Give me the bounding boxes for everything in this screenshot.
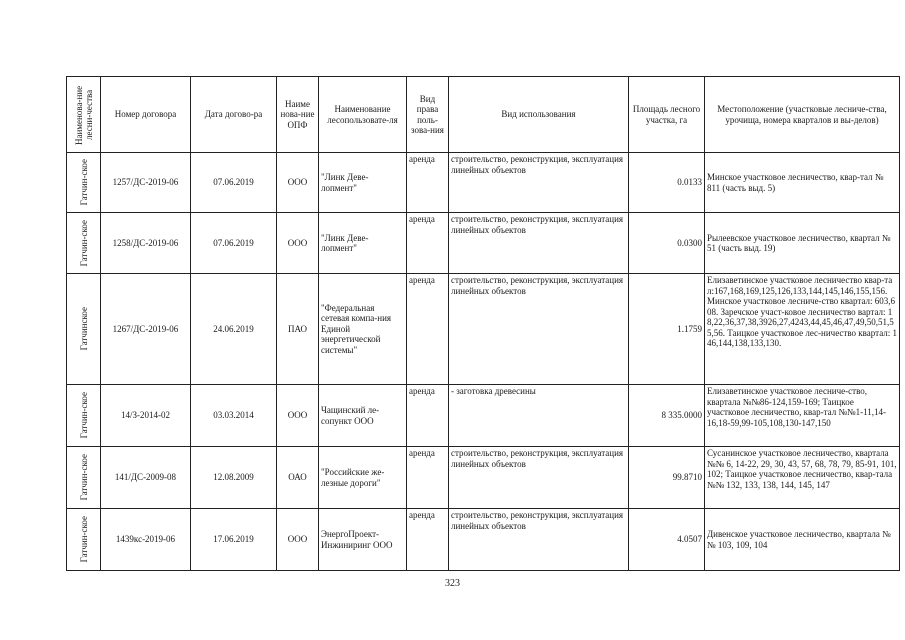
area-cell: 1.1759 [629,274,705,385]
forest-user-cell: Чащинский ле-сопункт ООО [319,385,407,447]
location-cell: Минское участковое лесничество, квар-тал № 811 (часть выд. 5) [705,153,900,213]
table-row [67,509,900,571]
header-forest-user: Наименование лесопользовате-ля [319,77,407,153]
opf-cell: ОАО [277,447,319,509]
contract-number-cell: 1439кс-2019-06 [101,509,191,571]
contract-date-cell: 24.06.2019 [191,274,277,385]
contract-number-cell: 1267/ДС-2019-06 [101,274,191,385]
contract-date-cell: 03.03.2014 [191,385,277,447]
forestry-cell: Гатчин-ское [67,509,101,571]
forestry-cell: Гатчинское [67,274,101,385]
header-row [67,77,900,153]
contract-date-cell: 17.06.2019 [191,509,277,571]
opf-cell: ПАО [277,274,319,385]
contract-number-cell: 1257/ДС-2019-06 [101,153,191,213]
forest-user-cell: "Федеральная сетевая компа-ния Единой энергетической системы" [319,274,407,385]
forest-user-cell: "Линк Деве-лопмент" [319,153,407,213]
header-forestry: Наименова-ние лесни-чества [67,77,101,153]
right-type-cell: аренда [407,153,449,213]
lease-table [66,76,900,571]
area-cell: 99.8710 [629,447,705,509]
right-type-cell: аренда [407,213,449,274]
opf-cell: ООО [277,153,319,213]
location-cell: Елизаветинское участковое лесничество квар-тал:167,168,169,125,126,133,144,145,146,155,156. Минское участковое лесниче-ство квартал: 603,608. Заречское участ-ковое лесничество вартал: 18,22,36,37,38,3926,27,4243,44,45,46,47,49,50,51,55,56. Таицкое участковое лес-ничество квартал: 146,144,138,133,130. [705,274,900,385]
area-cell: 4.0507 [629,509,705,571]
use-type-cell: - заготовка древесины [449,385,629,447]
contract-number-cell: 14/З-2014-02 [101,385,191,447]
use-type-cell: строительство, реконструкция, эксплуатация линейных объектов [449,509,629,571]
forestry-cell: Гатчин-ское [67,447,101,509]
location-cell: Дивенское участковое лесничество, квартала №№ 103, 109, 104 [705,509,900,571]
contract-date-cell: 12.08.2009 [191,447,277,509]
area-cell: 0.0300 [629,213,705,274]
right-type-cell: аренда [407,274,449,385]
forest-user-cell: ЭнергоПроект-Инжиниринг ООО [319,509,407,571]
location-cell: Елизаветинское участковое лесниче-ство, квартала №№86-124,159-169; Таицкое участковое лесничество, квар-тал №№1-11,14-16,18-59,99-105,108,130-147,150 [705,385,900,447]
contract-number-cell: 141/ДС-2009-08 [101,447,191,509]
forestry-cell: Гатчин-ское [67,385,101,447]
forest-user-cell: "Линк Деве-лопмент" [319,213,407,274]
header-use-type: Вид использования [449,77,629,153]
table-row [67,447,900,509]
table-row [67,153,900,213]
header-location: Местоположение (участковые лесниче-ства, урочища, номера кварталов и вы-делов) [705,77,900,153]
use-type-cell: строительство, реконструкция, эксплуатация линейных объектов [449,153,629,213]
forest-user-cell: "Российские же-лезные дороги" [319,447,407,509]
area-cell: 0.0133 [629,153,705,213]
table-row [67,274,900,385]
right-type-cell: аренда [407,509,449,571]
forestry-cell: Гатчин-ское [67,153,101,213]
table-row [67,385,900,447]
contract-date-cell: 07.06.2019 [191,213,277,274]
right-type-cell: аренда [407,385,449,447]
right-type-cell: аренда [407,447,449,509]
use-type-cell: строительство, реконструкция, эксплуатация линейных объектов [449,213,629,274]
use-type-cell: строительство, реконструкция, эксплуатация линейных объектов [449,447,629,509]
opf-cell: ООО [277,509,319,571]
header-right-type: Вид права поль-зова-ния [407,77,449,153]
opf-cell: ООО [277,213,319,274]
page-number: 323 [445,578,460,589]
header-contract-date: Дата догово-ра [191,77,277,153]
location-cell: Сусанинское участковое лесничество, квартала №№ 6, 14-22, 29, 30, 43, 57, 68, 78, 79, 85-91, 101, 102; Таицкое участковое лесничество, квар-тала №№ 132, 133, 138, 144, 145, 147 [705,447,900,509]
contract-date-cell: 07.06.2019 [191,153,277,213]
area-cell: 8 335.0000 [629,385,705,447]
header-area: Площадь лесного участка, га [629,77,705,153]
table-row [67,213,900,274]
location-cell: Рылеевское участковое лесничество, квартал № 51 (часть выд. 19) [705,213,900,274]
contract-number-cell: 1258/ДС-2019-06 [101,213,191,274]
opf-cell: ООО [277,385,319,447]
forestry-cell: Гатчин-ское [67,213,101,274]
header-contract-number: Номер договора [101,77,191,153]
use-type-cell: строительство, реконструкция, эксплуатация линейных объектов [449,274,629,385]
header-opf: Наиме нова-ние ОПФ [277,77,319,153]
